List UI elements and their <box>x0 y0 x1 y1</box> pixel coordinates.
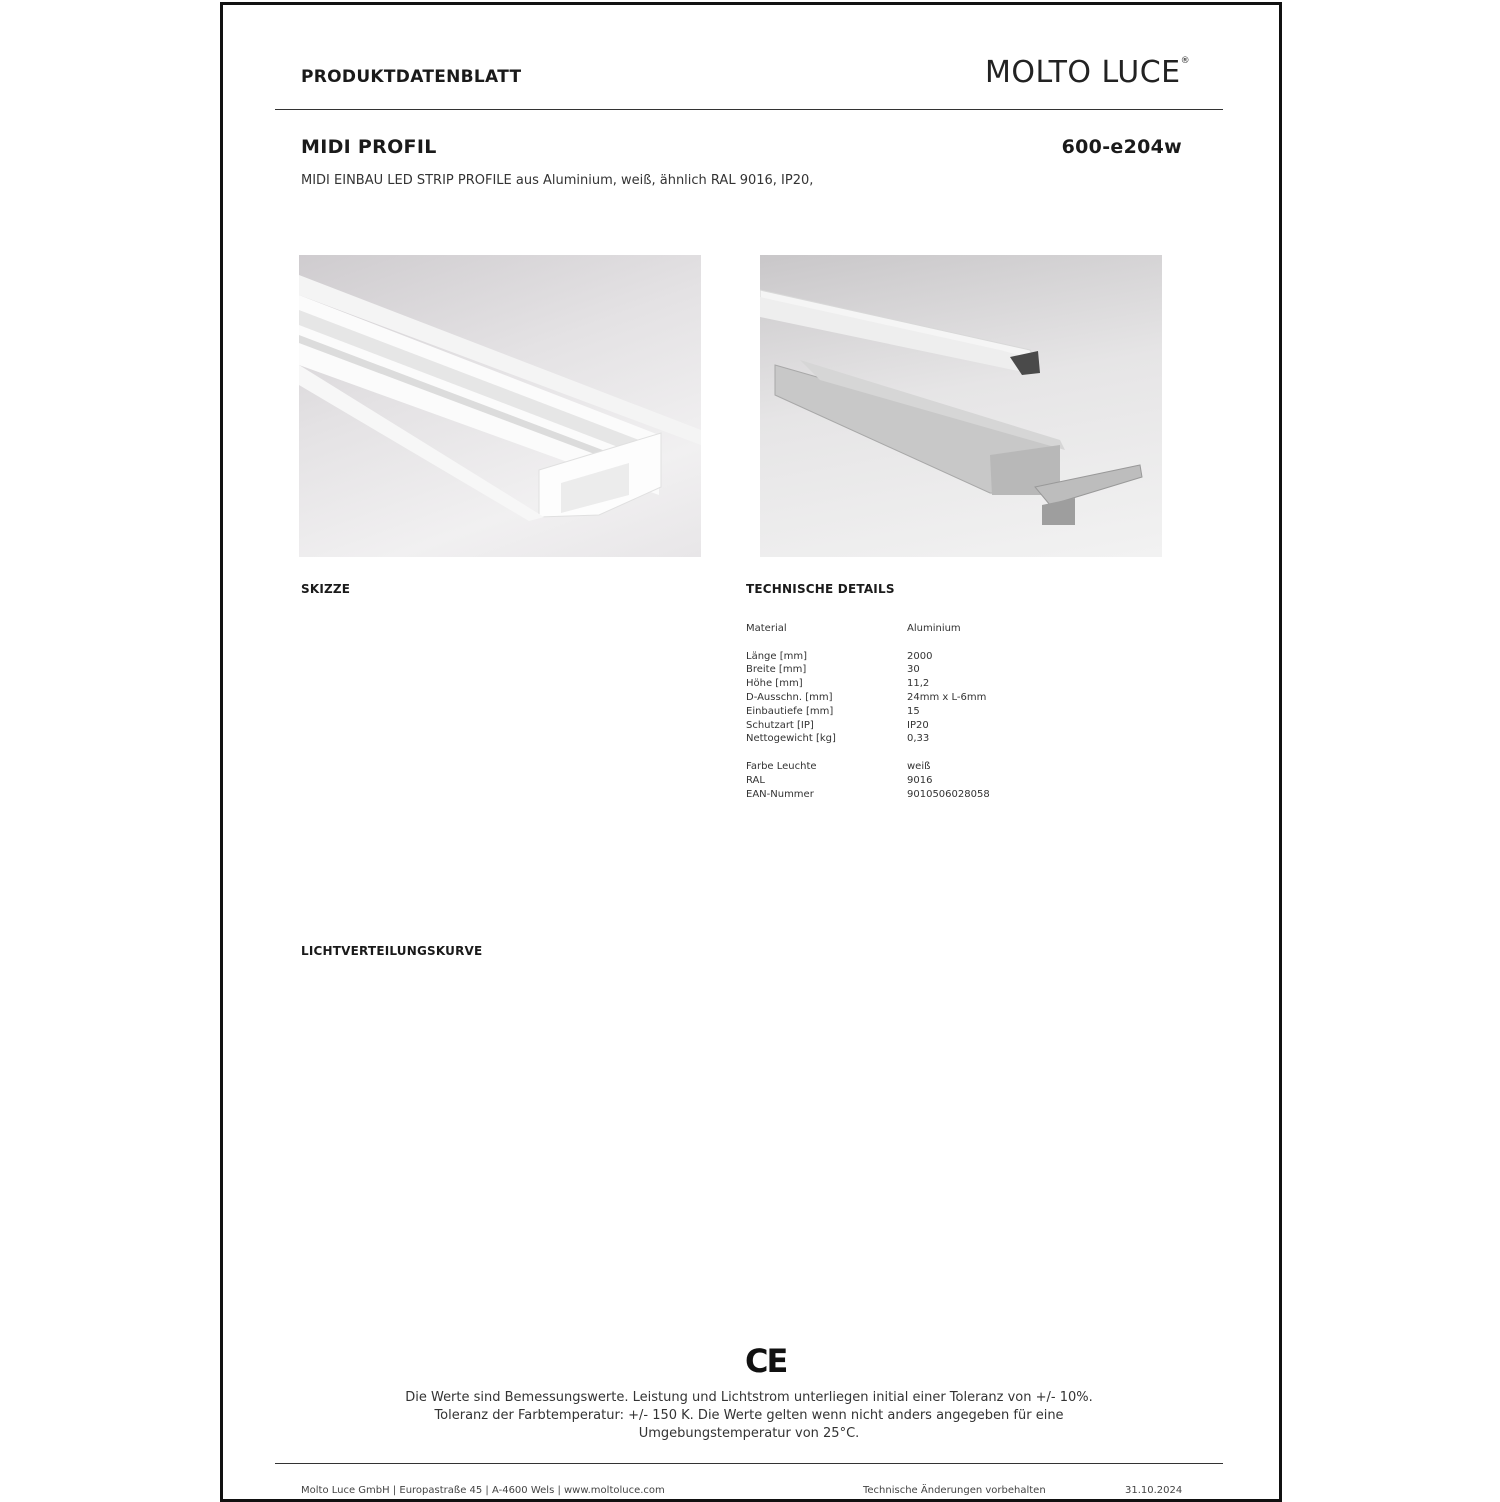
brand-logo <box>985 55 1190 90</box>
spec-value: 24mm x L-6mm <box>907 691 987 703</box>
spec-row <box>746 774 990 788</box>
spec-row <box>746 719 990 733</box>
footer-date: 31.10.2024 <box>1125 1485 1183 1496</box>
spec-label: Höhe [mm] <box>746 678 803 690</box>
spec-row <box>746 677 990 691</box>
spec-label: D-Ausschn. [mm] <box>746 691 833 703</box>
spec-row <box>746 788 990 802</box>
product-description: MIDI EINBAU LED STRIP PROFILE aus Aluminium, weiß, ähnlich RAL 9016, IP20, <box>301 173 814 188</box>
section-sketch-heading: SKIZZE <box>301 582 351 596</box>
document-title: PRODUKTDATENBLATT <box>301 67 522 87</box>
spec-value: 9010506028058 <box>907 788 990 800</box>
spec-value: 9016 <box>907 774 933 786</box>
spec-label: Einbautiefe [mm] <box>746 705 834 717</box>
spec-label: Breite [mm] <box>746 664 807 676</box>
spec-row <box>746 650 990 664</box>
spec-label: Schutzart [IP] <box>746 719 814 731</box>
product-photo-components <box>760 255 1162 557</box>
technical-specs-table <box>746 622 990 801</box>
tolerance-note-line: Umgebungstemperatur von 25°C. <box>638 1426 860 1441</box>
spec-label: Farbe Leuchte <box>746 760 817 772</box>
spec-value: 0,33 <box>907 733 930 745</box>
brand-name: MOLTO LUCE <box>985 55 1181 90</box>
footer-company: Molto Luce GmbH | Europastraße 45 | A-4600 Wels | www.moltoluce.com <box>301 1485 665 1496</box>
product-name: MIDI PROFIL <box>301 136 437 158</box>
spec-value: Aluminium <box>907 623 961 634</box>
spec-row <box>746 760 990 774</box>
spec-value: IP20 <box>907 719 929 731</box>
spec-row <box>746 705 990 719</box>
spec-label: Länge [mm] <box>746 650 808 662</box>
section-light-curve-heading: LICHTVERTEILUNGSKURVE <box>301 944 483 958</box>
spec-row <box>746 691 990 705</box>
footer-divider <box>275 1463 1223 1464</box>
spec-value: 11,2 <box>907 678 930 690</box>
registered-mark: ® <box>1180 56 1191 66</box>
tolerance-note <box>275 1389 1223 1443</box>
spec-row <box>746 663 990 677</box>
spec-value: 15 <box>907 705 920 717</box>
section-technical-heading: TECHNISCHE DETAILS <box>746 582 895 596</box>
tolerance-note-line: Toleranz der Farbtemperatur: +/- 150 K. Die Werte gelten wenn nicht anders angegeben für eine <box>434 1408 1064 1423</box>
spec-label: Material <box>746 623 787 634</box>
spec-label: Nettogewicht [kg] <box>746 733 836 745</box>
datasheet-page <box>220 2 1282 1502</box>
spec-row <box>746 622 990 636</box>
spec-value: weiß <box>907 760 931 772</box>
ce-mark-icon: CE <box>745 1342 787 1380</box>
header-divider <box>275 109 1223 110</box>
spec-value: 30 <box>907 664 920 676</box>
spec-label: EAN-Nummer <box>746 788 814 800</box>
spec-value: 2000 <box>907 650 933 662</box>
product-photo-profile <box>299 255 701 557</box>
spec-row <box>746 732 990 746</box>
tolerance-note-line: Die Werte sind Bemessungswerte. Leistung und Lichtstrom unterliegen initial einer Toleranz von +/- 10%. <box>405 1390 1093 1405</box>
spec-label: RAL <box>746 774 765 786</box>
footer-disclaimer: Technische Änderungen vorbehalten <box>863 1485 1046 1496</box>
product-code: 600-e204w <box>1061 136 1182 158</box>
